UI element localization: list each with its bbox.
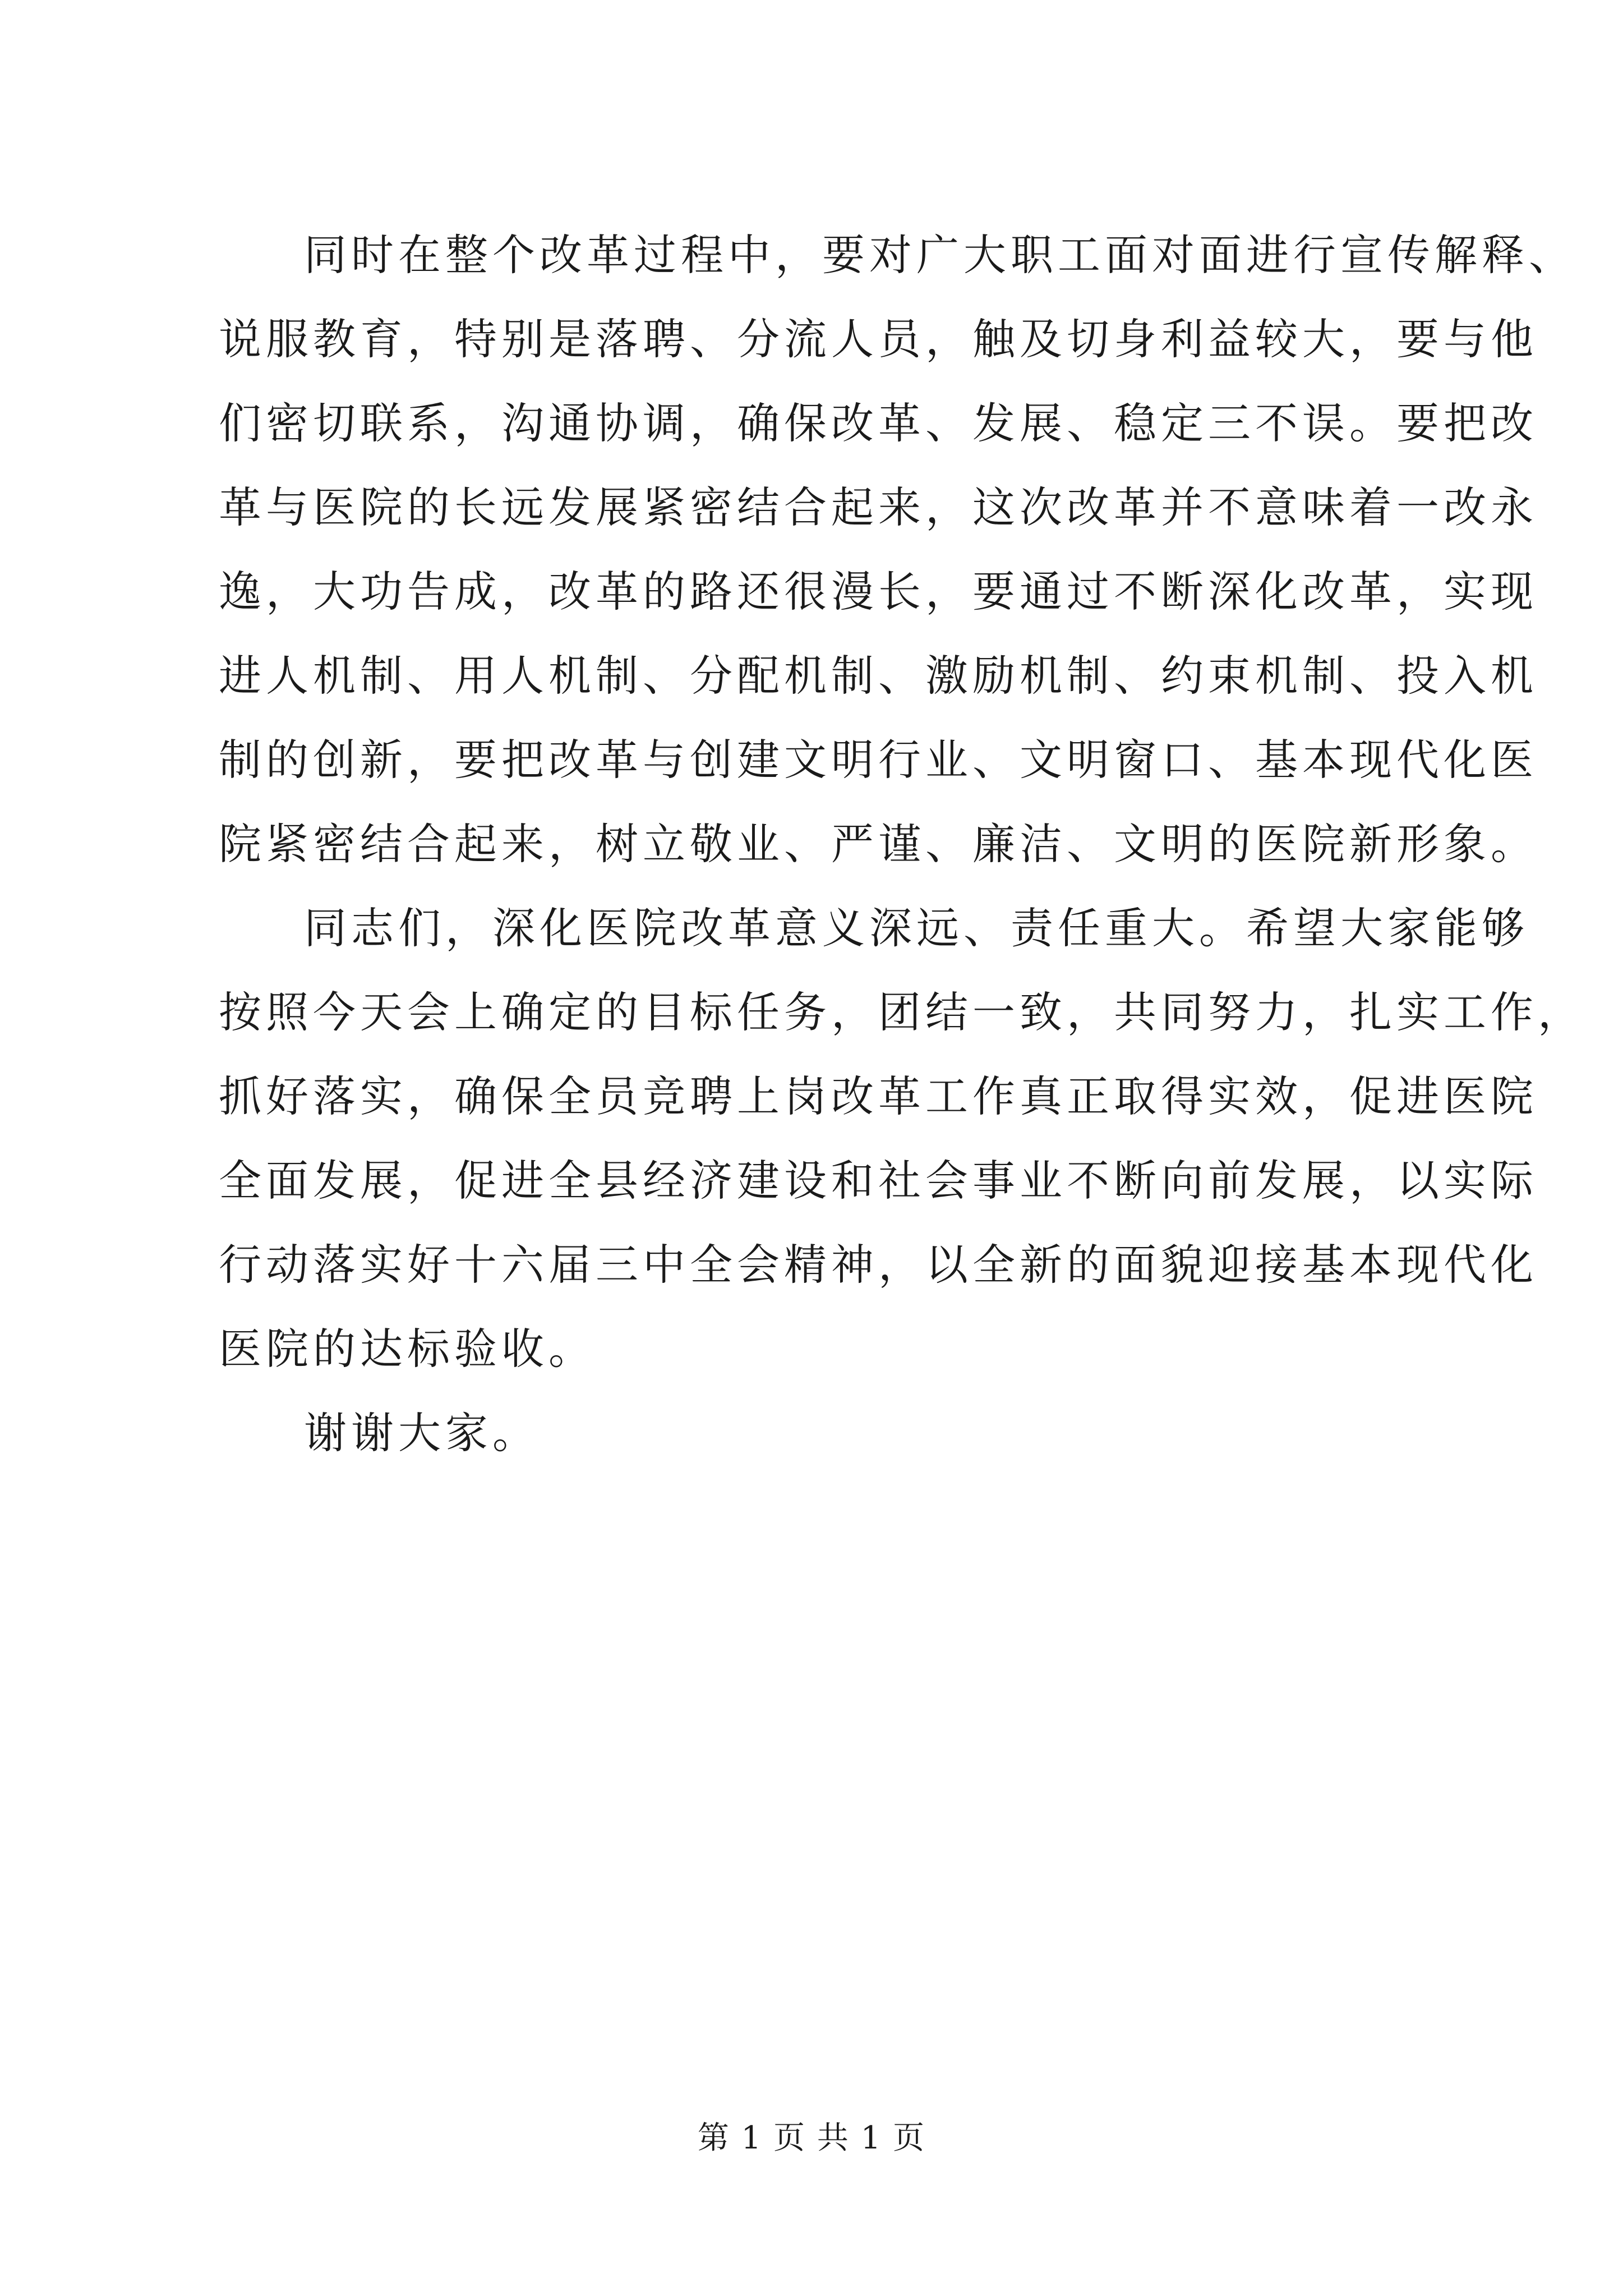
paragraph-comrades (219, 886, 1585, 1391)
paragraph-line: 革与医院的长远发展紧密结合起来，这次改革并不意味着一改永 (219, 482, 1538, 532)
document-body (219, 213, 1585, 1475)
paragraph-line: 行动落实好十六届三中全会精神，以全新的面貌迎接基本现代化 (219, 1240, 1538, 1290)
paragraph-line: 制的创新，要把改革与创建文明行业、文明窗口、基本现代化医 (219, 735, 1538, 785)
paragraph-line: 说服教育，特别是落聘、分流人员，触及切身利益较大，要与他 (219, 314, 1538, 364)
paragraph-line: 院紧密结合起来，树立敬业、严谨、廉洁、文明的医院新形象。 (219, 819, 1538, 869)
paragraph-line: 谢谢大家。 (304, 1408, 540, 1458)
paragraph-line: 按照今天会上确定的目标任务，团结一致，共同努力，扎实工作， (219, 987, 1585, 1037)
paragraph-line: 抓好落实，确保全员竞聘上岗改革工作真正取得实效，促进医院 (219, 1071, 1538, 1121)
paragraph-thanks (219, 1391, 1424, 1475)
paragraph-line: 进人机制、用人机制、分配机制、激励机制、约束机制、投入机 (219, 651, 1538, 701)
paragraph-line: 同时在整个改革过程中，要对广大职工面对面进行宣传解释、 (304, 230, 1576, 280)
paragraph-line: 逸，大功告成，改革的路还很漫长，要通过不断深化改革，实现 (219, 567, 1538, 616)
page-footer: 第 1 页 共 1 页 (697, 2120, 926, 2156)
paragraph-line: 全面发展，促进全县经济建设和社会事业不断向前发展，以实际 (219, 1156, 1538, 1205)
paragraph-reform-process (219, 213, 1576, 886)
paragraph-line: 医院的达标验收。 (219, 1324, 596, 1374)
paragraph-line: 们密切联系，沟通协调，确保改革、发展、稳定三不误。要把改 (219, 398, 1538, 448)
paragraph-line: 同志们，深化医院改革意义深远、责任重大。希望大家能够 (304, 903, 1529, 953)
